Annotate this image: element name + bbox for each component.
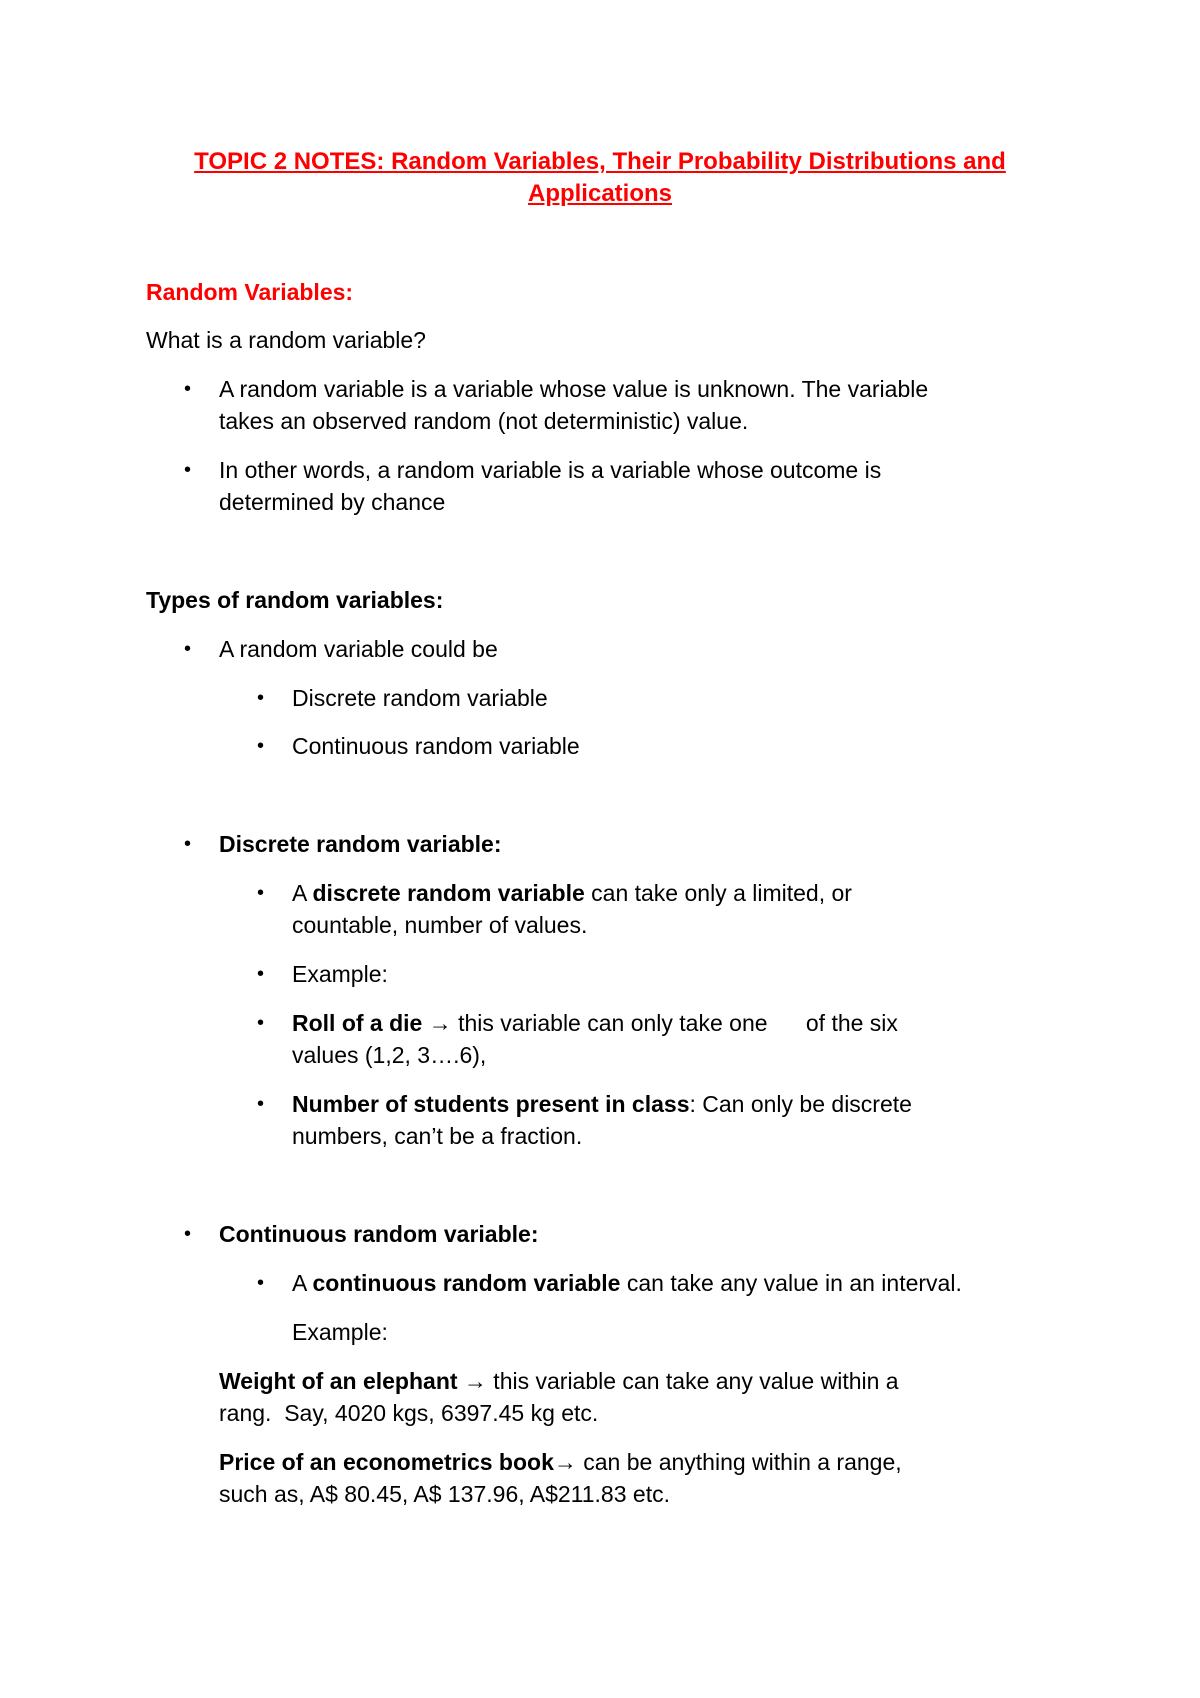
heading-discrete: Discrete random variable:: [219, 831, 502, 857]
page-title: [100, 146, 1100, 210]
type-continuous: Continuous random variable: [292, 733, 580, 759]
continuous-example-label: Example:: [292, 1319, 388, 1345]
question-text: What is a random variable?: [146, 327, 426, 353]
discrete-example-label: Example:: [292, 961, 388, 987]
continuous-def-line: A continuous random variable can take any value in an interval.: [292, 1270, 962, 1296]
discrete-def-line-2: countable, number of values.: [292, 912, 588, 938]
discrete-example-students-line-2: numbers, can’t be a fraction.: [292, 1123, 583, 1149]
bullet-marker: •: [257, 1272, 265, 1294]
rv-other-words-line-2: determined by chance: [219, 489, 446, 515]
bullet-marker: •: [184, 833, 192, 855]
type-discrete: Discrete random variable: [292, 685, 548, 711]
rv-def-line-1: A random variable is a variable whose value is unknown. The variable: [219, 376, 929, 402]
bullet-marker: •: [184, 1223, 192, 1245]
continuous-example-elephant-line-2: rang. Say, 4020 kgs, 6397.45 kg etc.: [219, 1400, 599, 1426]
continuous-example-book-line-1: Price of an econometrics book→ can be anything within a range,: [219, 1449, 902, 1475]
bullet-marker: •: [257, 735, 265, 757]
continuous-example-book-line-2: such as, A$ 80.45, A$ 137.96, A$211.83 etc.: [219, 1481, 670, 1507]
discrete-example-die-line-1: Roll of a die → this variable can only take one of the six: [292, 1010, 898, 1036]
bullet-marker: •: [184, 378, 192, 400]
title-line-1: TOPIC 2 NOTES: Random Variables, Their Probability Distributions and: [194, 148, 1006, 175]
types-intro: A random variable could be: [219, 636, 498, 662]
discrete-example-students-line-1: Number of students present in class: Can only be discrete: [292, 1091, 912, 1117]
continuous-example-elephant-line-1: Weight of an elephant → this variable can take any value within a: [219, 1368, 899, 1394]
heading-types: Types of random variables:: [146, 587, 444, 613]
bullet-marker: •: [184, 638, 192, 660]
bullet-marker: •: [257, 1093, 265, 1115]
bullet-marker: •: [257, 687, 265, 709]
bullet-marker: •: [257, 1012, 265, 1034]
heading-random-variables: Random Variables:: [146, 279, 354, 305]
bullet-marker: •: [257, 882, 265, 904]
title-line-2: Applications: [527, 180, 672, 207]
discrete-def-line-1: A discrete random variable can take only a limited, or: [292, 880, 852, 906]
heading-continuous: Continuous random variable:: [219, 1221, 539, 1247]
bullet-marker: •: [257, 963, 265, 985]
rv-def-line-2: takes an observed random (not deterministic) value.: [219, 408, 749, 434]
discrete-example-die-line-2: values (1,2, 3….6),: [292, 1042, 487, 1068]
bullet-marker: •: [184, 459, 192, 481]
rv-other-words-line-1: In other words, a random variable is a variable whose outcome is: [219, 457, 882, 483]
